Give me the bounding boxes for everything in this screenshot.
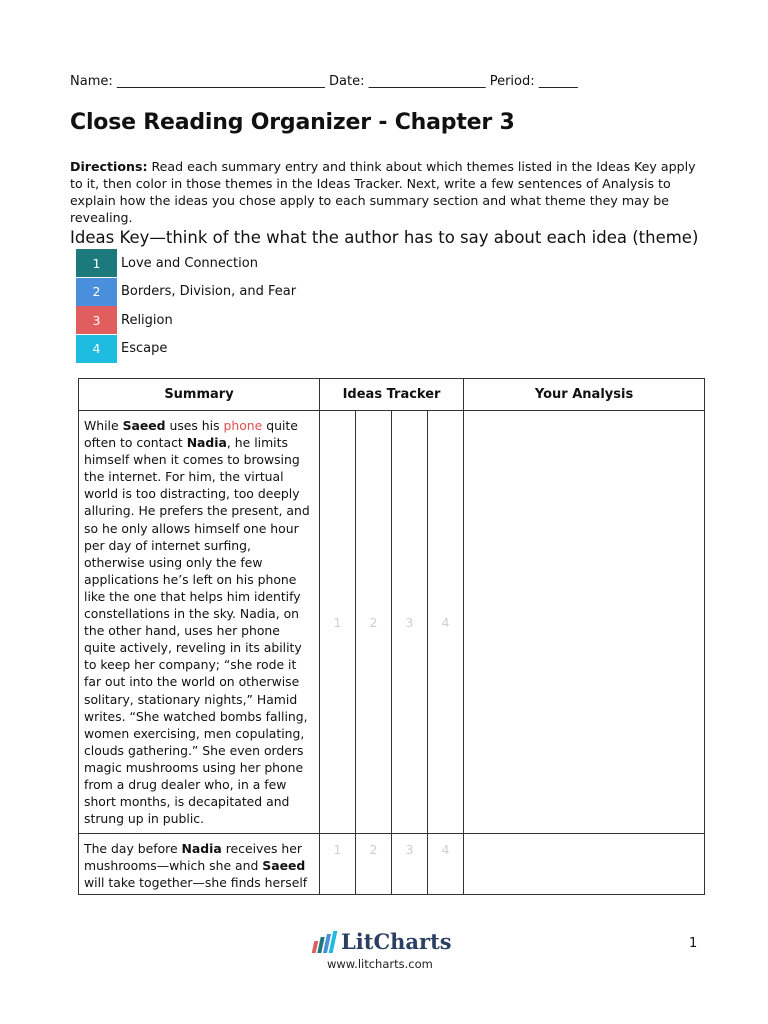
summary-text: quite often to contact <box>84 418 298 451</box>
tracker-cell-3[interactable]: 3 <box>392 834 428 894</box>
logo-bars-icon <box>313 931 337 953</box>
litcharts-logo <box>313 929 452 954</box>
name-date-period-line: Name: ________________________________ Date: __________________ Period: ______ <box>70 74 578 89</box>
table-row <box>79 834 705 894</box>
theme-swatch-2: 2 <box>76 278 117 306</box>
character-name-nadia: Nadia <box>181 841 222 857</box>
theme-label-3: Religion <box>121 312 173 328</box>
tracker-cell-2[interactable]: 2 <box>356 411 392 834</box>
summary-text: While <box>84 418 123 433</box>
page-title: Close Reading Organizer - Chapter 3 <box>70 110 515 135</box>
summary-column-header: Summary <box>79 379 320 411</box>
summary-text: , he limits himself when it comes to browsing the internet. For him, the virtual world is too distracting, too deeply alluring. He prefers the present, and so he only allows himself one hour per day of internet surfing, otherwise using only the few applications he’s left on his phone like the one that helps him identify constellations in the sky. Nadia, on the other hand, uses her phone quite actively, reveling in its ability to keep her company; “she rode it far out into the world on otherwise solitary, stationary nights,” Hamid writes. “She watched bombs falling, women exercising, men copulating, clouds gathering.” She even orders magic mushrooms using her phone from a drug dealer who, in a few short months, is decapitated and strung up in public. <box>84 435 310 827</box>
ideas-key-item-1 <box>76 249 296 278</box>
logo-wordmark: LitCharts <box>341 929 452 954</box>
ideas-tracker-column-header: Ideas Tracker <box>320 379 464 411</box>
tracker-cell-3[interactable]: 3 <box>392 411 428 834</box>
highlighted-symbol-phone: phone <box>223 418 263 433</box>
ideas-key-list <box>76 249 296 363</box>
theme-swatch-3: 3 <box>76 306 117 334</box>
directions-paragraph <box>70 158 700 226</box>
theme-swatch-4: 4 <box>76 335 117 363</box>
reading-organizer-table <box>78 378 705 895</box>
table-header-row <box>79 379 705 411</box>
character-name-saeed: Saeed <box>262 858 306 874</box>
analysis-cell[interactable] <box>464 834 705 894</box>
footer-url[interactable]: www.litcharts.com <box>327 957 433 971</box>
analysis-cell[interactable] <box>464 411 705 834</box>
directions-label: Directions: <box>70 159 148 174</box>
summary-text: uses his <box>165 418 224 433</box>
summary-text: The day before <box>84 841 182 857</box>
ideas-key-heading: Ideas Key—think of the what the author has to say about each idea (theme) <box>70 228 699 247</box>
analysis-column-header: Your Analysis <box>464 379 705 411</box>
tracker-cell-4[interactable]: 4 <box>428 411 464 834</box>
directions-text: Read each summary entry and think about which themes listed in the Ideas Key apply to it, then color in those themes in the Ideas Tracker. Next, write a few sentences of Analysis to explain how the ideas you chose apply to each summary section and what theme they may be revealing. <box>70 159 696 225</box>
summary-text: receives her mushrooms—which she and <box>84 841 302 874</box>
tracker-cell-1[interactable]: 1 <box>320 834 356 894</box>
character-name-saeed: Saeed <box>122 418 166 433</box>
ideas-key-item-2 <box>76 278 296 307</box>
character-name-nadia: Nadia <box>186 435 227 451</box>
theme-swatch-1: 1 <box>76 249 117 277</box>
tracker-cell-4[interactable]: 4 <box>428 834 464 894</box>
summary-cell <box>79 834 320 894</box>
table-row <box>79 411 705 834</box>
theme-label-2: Borders, Division, and Fear <box>121 284 297 300</box>
summary-text: will take together—she finds herself <box>84 875 308 891</box>
summary-cell <box>79 411 320 834</box>
page-number: 1 <box>689 936 698 951</box>
tracker-cell-1[interactable]: 1 <box>320 411 356 834</box>
theme-label-1: Love and Connection <box>121 255 258 271</box>
ideas-key-item-4 <box>76 335 296 364</box>
ideas-key-item-3 <box>76 306 296 335</box>
theme-label-4: Escape <box>121 341 168 357</box>
tracker-cell-2[interactable]: 2 <box>356 834 392 894</box>
